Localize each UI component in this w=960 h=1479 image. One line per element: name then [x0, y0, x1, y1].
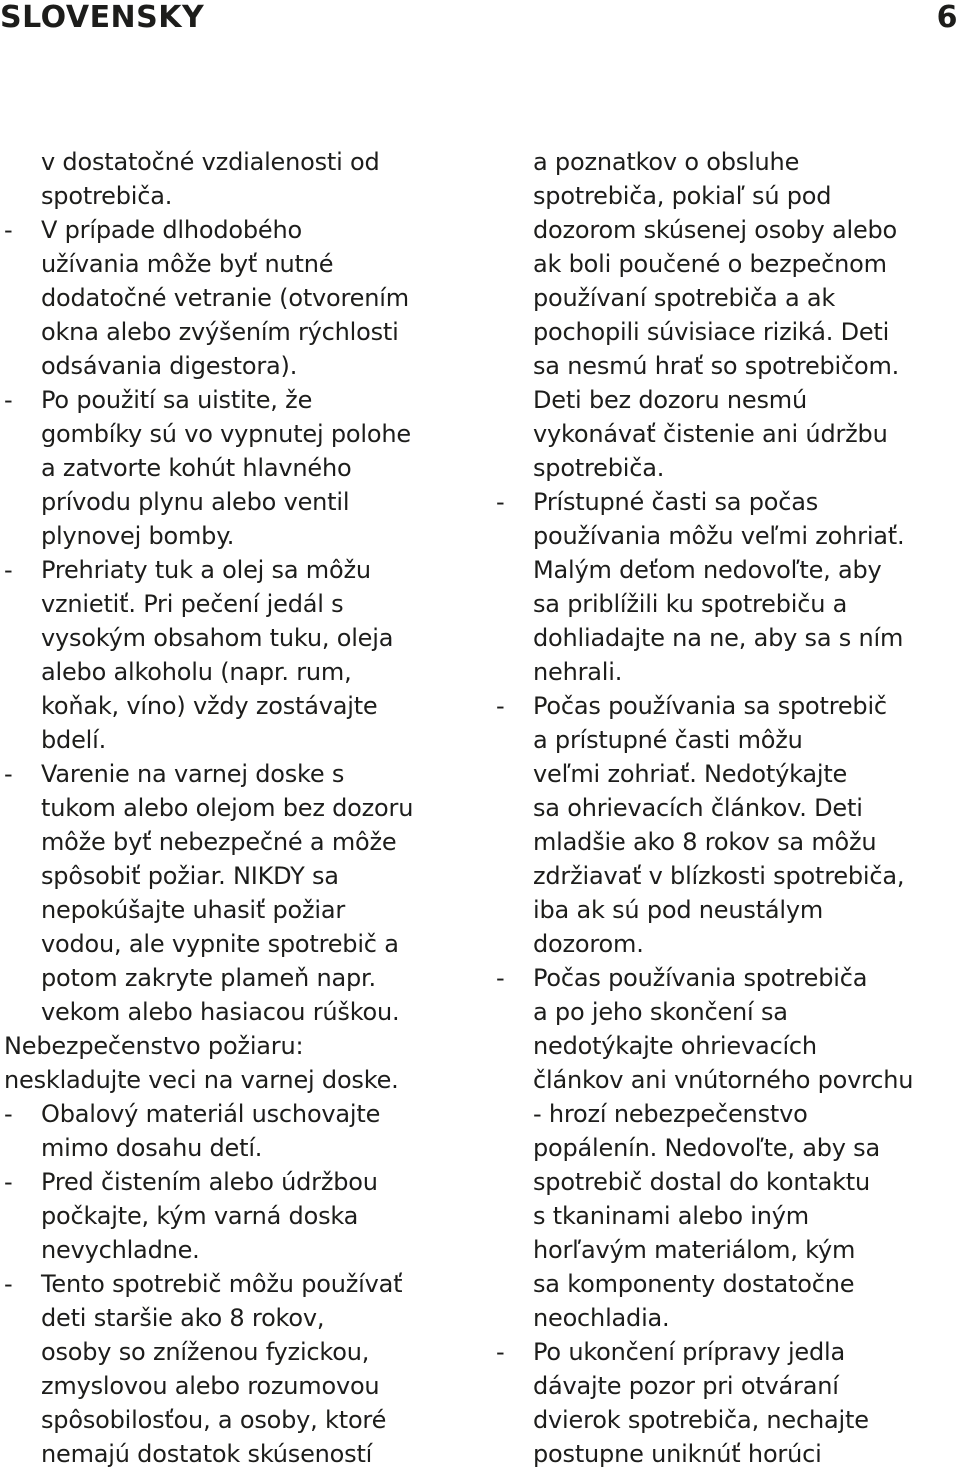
- text-line: [496, 1335, 958, 1369]
- bullet-dash: -: [496, 964, 505, 992]
- line-text: a poznatkov o obsluhe: [533, 148, 800, 176]
- line-text: spotrebiča.: [41, 182, 173, 210]
- bullet-dash: -: [4, 1270, 13, 1298]
- text-line: [4, 791, 472, 825]
- text-line: [496, 1165, 958, 1199]
- line-text: v dostatočné vzdialenosti od: [41, 148, 380, 176]
- line-text: mladšie ako 8 rokov sa môžu: [533, 828, 877, 856]
- line-text: - hrozí nebezpečenstvo: [533, 1100, 808, 1128]
- line-text: vekom alebo hasiacou rúškou.: [41, 998, 400, 1026]
- left-text-column: [4, 145, 472, 1471]
- line-text: zdržiavať v blízkosti spotrebiča,: [533, 862, 905, 890]
- line-text: dodatočné vetranie (otvorením: [41, 284, 409, 312]
- bullet-dash: -: [4, 760, 13, 788]
- page-number: 6: [936, 0, 958, 35]
- text-line: [4, 281, 472, 315]
- text-line: [4, 1437, 472, 1471]
- line-text: ak boli poučené o bezpečnom: [533, 250, 887, 278]
- line-text: nedotýkajte ohrievacích: [533, 1032, 817, 1060]
- text-line: [4, 1131, 472, 1165]
- text-line: [496, 1233, 958, 1267]
- line-text: vznietiť. Pri pečení jedál s: [41, 590, 344, 618]
- line-text: článkov ani vnútorného povrchu: [533, 1066, 914, 1094]
- text-line: [4, 417, 472, 451]
- text-line: [496, 1199, 958, 1233]
- text-line: [4, 893, 472, 927]
- bullet-dash: -: [4, 1168, 13, 1196]
- text-line: [496, 1267, 958, 1301]
- line-text: sa priblížili ku spotrebiču a: [533, 590, 848, 618]
- line-text: a po jeho skončení sa: [533, 998, 788, 1026]
- bullet-dash: -: [496, 1338, 505, 1366]
- text-line: [496, 723, 958, 757]
- line-text: mimo dosahu detí.: [41, 1134, 263, 1162]
- text-line: [496, 1403, 958, 1437]
- text-line: [4, 315, 472, 349]
- line-text: horľavým materiálom, kým: [533, 1236, 856, 1264]
- bullet-dash: -: [496, 488, 505, 516]
- text-line: [4, 587, 472, 621]
- line-text: okna alebo zvýšením rýchlosti: [41, 318, 399, 346]
- line-text: používaní spotrebiča a ak: [533, 284, 836, 312]
- line-text: spôsobilosťou, a osoby, ktoré: [41, 1406, 387, 1434]
- text-line: [496, 315, 958, 349]
- line-text: veľmi zohriať. Nedotýkajte: [533, 760, 848, 788]
- line-text: Po použití sa uistite, že: [41, 386, 313, 414]
- line-text: popálenín. Nedovoľte, aby sa: [533, 1134, 880, 1162]
- text-line: [4, 927, 472, 961]
- line-text: nehrali.: [533, 658, 623, 686]
- line-text: sa ohrievacích článkov. Deti: [533, 794, 863, 822]
- line-text: iba ak sú pod neustálym: [533, 896, 824, 924]
- line-text: tukom alebo olejom bez dozoru: [41, 794, 414, 822]
- text-line: [4, 485, 472, 519]
- line-text: gombíky sú vo vypnutej polohe: [41, 420, 411, 448]
- line-text: a prístupné časti môžu: [533, 726, 803, 754]
- bullet-dash: -: [496, 692, 505, 720]
- text-line: [4, 1063, 472, 1097]
- line-text: V prípade dlhodobého: [41, 216, 302, 244]
- line-text: koňak, víno) vždy zostávajte: [41, 692, 378, 720]
- line-text: dvierok spotrebiča, nechajte: [533, 1406, 869, 1434]
- line-text: pochopili súvisiace riziká. Deti: [533, 318, 890, 346]
- line-text: vodou, ale vypnite spotrebič a: [41, 930, 399, 958]
- line-text: s tkaninami alebo iným: [533, 1202, 809, 1230]
- line-text: môže byť nebezpečné a môže: [41, 828, 397, 856]
- text-line: [4, 621, 472, 655]
- text-line: [4, 1369, 472, 1403]
- text-line: [4, 757, 472, 791]
- line-text: Prístupné časti sa počas: [533, 488, 819, 516]
- line-text: bdelí.: [41, 726, 106, 754]
- line-text: zmyslovou alebo rozumovou: [41, 1372, 380, 1400]
- text-line: [496, 485, 958, 519]
- text-line: [496, 1097, 958, 1131]
- text-line: [4, 825, 472, 859]
- text-line: [496, 417, 958, 451]
- text-line: [496, 213, 958, 247]
- bullet-dash: -: [4, 216, 13, 244]
- text-line: [4, 451, 472, 485]
- text-line: [496, 961, 958, 995]
- text-line: [496, 281, 958, 315]
- line-text: dozorom skúsenej osoby alebo: [533, 216, 898, 244]
- line-text: Malým deťom nedovoľte, aby: [533, 556, 882, 584]
- line-text: používania môžu veľmi zohriať.: [533, 522, 905, 550]
- text-line: [496, 927, 958, 961]
- text-line: [4, 247, 472, 281]
- text-line: [496, 145, 958, 179]
- text-line: [496, 689, 958, 723]
- text-line: [496, 383, 958, 417]
- text-line: [4, 179, 472, 213]
- line-text: postupne uniknúť horúci: [533, 1440, 822, 1468]
- bullet-dash: -: [4, 556, 13, 584]
- line-text: vysokým obsahom tuku, oleja: [41, 624, 394, 652]
- line-text: osoby so zníženou fyzickou,: [41, 1338, 370, 1366]
- text-line: [4, 383, 472, 417]
- line-text: Po ukončení prípravy jedla: [533, 1338, 846, 1366]
- text-line: [496, 995, 958, 1029]
- text-line: [496, 1063, 958, 1097]
- text-line: [4, 859, 472, 893]
- text-line: [496, 349, 958, 383]
- line-text: dohliadajte na ne, aby sa s ním: [533, 624, 904, 652]
- line-text: Prehriaty tuk a olej sa môžu: [41, 556, 371, 584]
- text-line: [496, 1369, 958, 1403]
- text-line: [496, 893, 958, 927]
- text-line: [496, 451, 958, 485]
- text-line: [496, 1131, 958, 1165]
- page-header: [0, 0, 960, 40]
- text-line: [4, 961, 472, 995]
- line-text: Počas používania spotrebiča: [533, 964, 868, 992]
- text-line: [4, 553, 472, 587]
- text-line: [4, 689, 472, 723]
- text-line: [4, 1029, 472, 1063]
- line-text: neochladia.: [533, 1304, 670, 1332]
- line-text: Počas používania sa spotrebič: [533, 692, 887, 720]
- line-text: spotrebiča, pokiaľ sú pod: [533, 182, 832, 210]
- text-line: [4, 145, 472, 179]
- text-line: [4, 349, 472, 383]
- line-text: Obalový materiál uschovajte: [41, 1100, 381, 1128]
- line-text: alebo alkoholu (napr. rum,: [41, 658, 352, 686]
- text-line: [496, 859, 958, 893]
- line-text: spotrebiča.: [533, 454, 665, 482]
- text-line: [4, 1267, 472, 1301]
- text-line: [496, 1029, 958, 1063]
- text-line: [4, 519, 472, 553]
- text-line: [496, 1301, 958, 1335]
- line-text: počkajte, kým varná doska: [41, 1202, 359, 1230]
- text-line: [496, 825, 958, 859]
- text-line: [4, 213, 472, 247]
- line-text: užívania môže byť nutné: [41, 250, 334, 278]
- text-line: [4, 1199, 472, 1233]
- text-line: [496, 757, 958, 791]
- text-line: [4, 1233, 472, 1267]
- line-text: nevychladne.: [41, 1236, 200, 1264]
- right-text-column: [496, 145, 958, 1471]
- bullet-dash: -: [4, 386, 13, 414]
- text-line: [496, 791, 958, 825]
- line-text: deti staršie ako 8 rokov,: [41, 1304, 325, 1332]
- bullet-dash: -: [4, 1100, 13, 1128]
- line-text: Nebezpečenstvo požiaru:: [4, 1032, 304, 1060]
- line-text: spotrebič dostal do kontaktu: [533, 1168, 871, 1196]
- language-title: SLOVENSKY: [0, 0, 205, 35]
- line-text: neskladujte veci na varnej doske.: [4, 1066, 399, 1094]
- line-text: Pred čistením alebo údržbou: [41, 1168, 378, 1196]
- line-text: Tento spotrebič môžu používať: [41, 1270, 403, 1298]
- line-text: prívodu plynu alebo ventil: [41, 488, 350, 516]
- line-text: plynovej bomby.: [41, 522, 235, 550]
- text-line: [4, 1097, 472, 1131]
- text-line: [4, 723, 472, 757]
- text-line: [496, 247, 958, 281]
- line-text: spôsobiť požiar. NIKDY sa: [41, 862, 339, 890]
- text-line: [496, 1437, 958, 1471]
- text-line: [4, 1165, 472, 1199]
- line-text: Varenie na varnej doske s: [41, 760, 345, 788]
- line-text: a zatvorte kohút hlavného: [41, 454, 352, 482]
- text-line: [496, 621, 958, 655]
- text-line: [496, 519, 958, 553]
- text-line: [4, 1335, 472, 1369]
- line-text: Deti bez dozoru nesmú: [533, 386, 807, 414]
- line-text: sa nesmú hrať so spotrebičom.: [533, 352, 900, 380]
- text-line: [4, 655, 472, 689]
- text-line: [4, 1403, 472, 1437]
- line-text: sa komponenty dostatočne: [533, 1270, 855, 1298]
- text-line: [496, 179, 958, 213]
- text-line: [496, 587, 958, 621]
- line-text: nemajú dostatok skúseností: [41, 1440, 373, 1468]
- text-line: [496, 655, 958, 689]
- line-text: dávajte pozor pri otváraní: [533, 1372, 839, 1400]
- line-text: dozorom.: [533, 930, 644, 958]
- line-text: nepokúšajte uhasiť požiar: [41, 896, 346, 924]
- text-line: [4, 1301, 472, 1335]
- line-text: vykonávať čistenie ani údržbu: [533, 420, 888, 448]
- text-line: [4, 995, 472, 1029]
- text-line: [496, 553, 958, 587]
- line-text: potom zakryte plameň napr.: [41, 964, 376, 992]
- line-text: odsávania digestora).: [41, 352, 298, 380]
